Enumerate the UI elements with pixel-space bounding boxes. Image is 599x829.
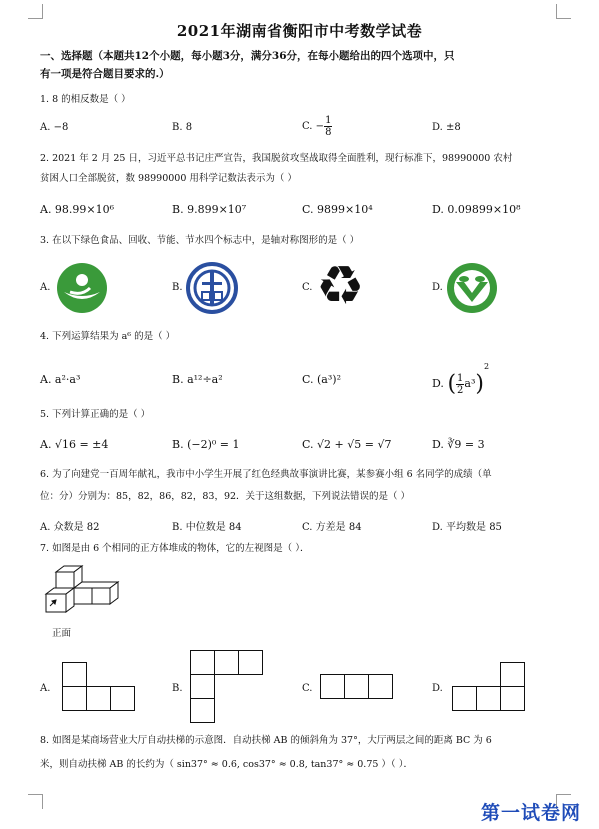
q5-option-c: C. √2 + √5 = √7 bbox=[302, 438, 392, 451]
q2-option-b: B. 9.899×10⁷ bbox=[172, 203, 247, 216]
q6-stem: 6. 为了向建党一百周年献礼，我市中小学生开展了红色经典故事演讲比赛，某参赛小组 6 名同学的成绩（单 bbox=[40, 469, 492, 480]
q5-stem: 5. 下列计算正确的是（ ） bbox=[40, 409, 151, 420]
q3-option-c: C. bbox=[302, 282, 313, 293]
q2-stem: 2. 2021 年 2 月 25 日，习近平总书记庄严宣告，我国脱贫攻坚战取得全面胜利，现行标准下，98990000 农村 bbox=[40, 153, 513, 164]
q7-stem: 7. 如图是由 6 个相同的正方体堆成的物体，它的左视图是（ ）． bbox=[40, 543, 310, 554]
water-saving-logo-icon bbox=[446, 262, 498, 318]
q8-stem: 8. 如图是某商场营业大厅自动扶梯的示意图．自动扶梯 AB 的倾斜角为 37°，大厅两层之间的距离 BC 为 6 bbox=[40, 735, 492, 746]
q1-stem: 1. 8 的相反数是（ ） bbox=[40, 94, 131, 105]
recycle-logo-icon: ♻ bbox=[316, 254, 365, 317]
q5-option-b: B. (−2)⁰ = 1 bbox=[172, 438, 240, 451]
q7-option-a: A. bbox=[40, 683, 51, 694]
section-heading-cont: 有一项是符合题目要求的.） bbox=[40, 68, 170, 80]
q2-option-d: D. 0.09899×10⁸ bbox=[432, 203, 521, 216]
section-heading: 一、选择题（本题共12个小题，每小题3分，满分36分，在每小题给出的四个选项中，只 bbox=[40, 50, 455, 62]
q2-stem-cont: 贫困人口全部脱贫，数 98990000 用科学记数法表示为（ ） bbox=[40, 173, 297, 184]
crop-mark bbox=[556, 4, 571, 19]
q5-option-a: A. √16 = ±4 bbox=[40, 438, 109, 451]
energy-saving-logo-icon bbox=[186, 262, 238, 318]
q1-option-a: A. −8 bbox=[40, 122, 69, 133]
front-view-label: 正面 bbox=[52, 628, 72, 639]
q3-option-b: B. bbox=[172, 282, 183, 293]
q7-option-d: D. bbox=[432, 683, 443, 694]
q3-option-a: A. bbox=[40, 282, 51, 293]
q3-stem: 3. 在以下绿色食品、回收、节能、节水四个标志中，是轴对称图形的是（ ） bbox=[40, 235, 360, 246]
q6-option-b: B. 中位数是 84 bbox=[172, 522, 242, 533]
q7-option-c: C. bbox=[302, 683, 313, 694]
q1-option-c: C. − $\frac{1}{8}$ bbox=[302, 115, 332, 138]
q6-option-a: A. 众数是 82 bbox=[40, 522, 100, 533]
q4-stem: 4. 下列运算结果为 a⁶ 的是（ ） bbox=[40, 331, 176, 342]
q2-option-c: C. 9899×10⁴ bbox=[302, 203, 373, 216]
page-title: 2021年湖南省衡阳市中考数学试卷 bbox=[176, 22, 423, 40]
crop-mark bbox=[28, 794, 43, 809]
q1-option-b: B. 8 bbox=[172, 122, 193, 133]
q3-option-d: D. bbox=[432, 282, 443, 293]
q1-option-d: D. ±8 bbox=[432, 122, 461, 133]
green-food-logo-icon bbox=[56, 262, 108, 318]
q7-option-b: B. bbox=[172, 683, 183, 694]
q6-option-d: D. 平均数是 85 bbox=[432, 522, 502, 533]
q8-stem-cont: 米，则自动扶梯 AB 的长约为（ sin37° ≈ 0.6, cos37° ≈ 0.8, tan37° ≈ 0.75 ）（ ）． bbox=[40, 759, 413, 770]
q5-option-d: D. ∛9 = 3 bbox=[432, 438, 485, 451]
q4-option-d: D. ( $\frac{1}{2}$ a³)$^2$ bbox=[432, 362, 490, 397]
brand-watermark: 第一试卷网 bbox=[480, 802, 581, 824]
q6-option-c: C. 方差是 84 bbox=[302, 522, 362, 533]
crop-mark bbox=[28, 4, 43, 19]
cube-stack-figure bbox=[42, 564, 124, 630]
q4-option-c: C. (a³)² bbox=[302, 373, 341, 386]
q6-stem-cont: 位：分）分别为：85，82，86，82，83，92．关于这组数据，下列说法错误的是（ ） bbox=[40, 491, 411, 502]
q4-option-a: A. a²·a³ bbox=[40, 373, 81, 386]
q4-option-b: B. a¹²÷a² bbox=[172, 373, 223, 386]
q2-option-a: A. 98.99×10⁶ bbox=[40, 203, 115, 216]
